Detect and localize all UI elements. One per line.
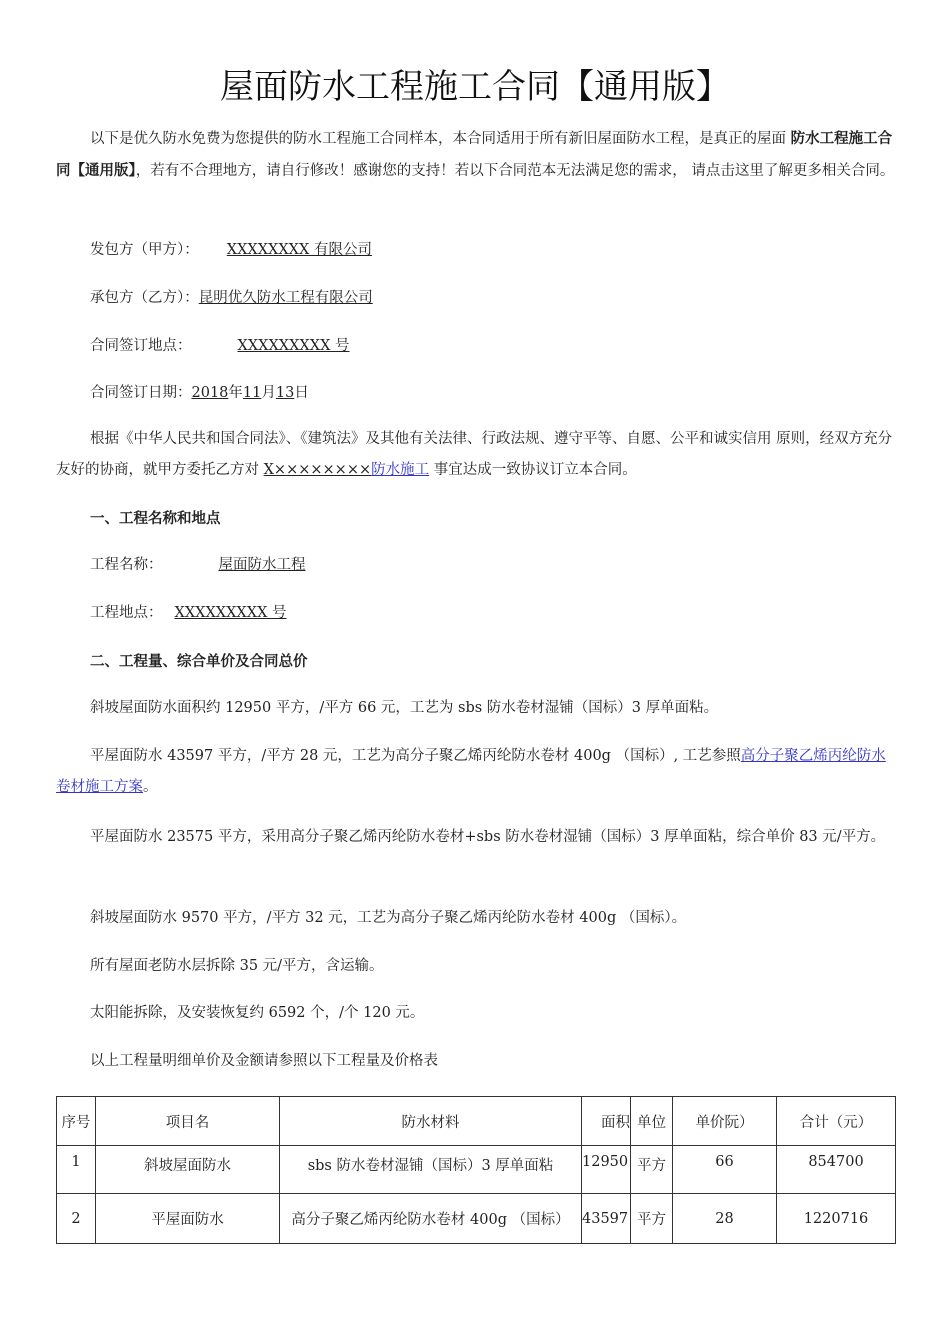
header-cell: 项目名 [96, 1097, 280, 1146]
project-site-label: 工程地点： [90, 605, 163, 621]
sign-place [56, 331, 896, 362]
basis-underlined: X×××××××× [263, 462, 372, 478]
party-b-label: 承包方（乙方）： [90, 290, 199, 306]
cell: 高分子聚乙烯丙纶防水卷材 400g （国标） [280, 1194, 582, 1244]
party-a-value: XXXXXXXX 有限公司 [226, 242, 372, 258]
place-label: 合同签订地点： [90, 338, 192, 354]
table-row [57, 1194, 896, 1244]
header-cell: 单价阮） [673, 1097, 777, 1146]
section1-heading: 一、工程名称和地点 [90, 510, 221, 527]
basis-text-2: 事宜达成一致协议订立本合同。 [429, 462, 637, 478]
quantity-price-table [56, 1096, 896, 1244]
item-paragraph: 太阳能拆除，及安装恢复约 6592 个，/个 120 元。 [90, 1005, 425, 1021]
header-cell: 合计（元） [777, 1097, 896, 1146]
cell: 2 [57, 1194, 96, 1244]
cell: 66 [673, 1146, 777, 1194]
date-label: 合同签订日期： [90, 385, 192, 401]
intro-paragraph [56, 123, 896, 187]
cell: 斜坡屋面防水 [96, 1146, 280, 1194]
project-name [56, 550, 896, 581]
project-name-label: 工程名称： [90, 557, 163, 573]
cell: 平方 [631, 1194, 673, 1244]
date-m: 月 [261, 385, 276, 401]
construction-plan-link[interactable]: 高分子聚乙烯丙纶防水卷材施工方案 [56, 748, 886, 795]
cell: 平方 [631, 1146, 673, 1194]
table-row [57, 1146, 896, 1194]
cell: 854700 [777, 1146, 896, 1194]
place-value: XXXXXXXXX 号 [237, 338, 350, 354]
header-cell: 单位 [631, 1097, 673, 1146]
intro-bold: 防水工程施工合同【通用版】 [56, 130, 893, 179]
document-title: 屋面防水工程施工合同【通用版】 [220, 67, 730, 107]
cell: 12950 [582, 1146, 631, 1194]
table-header-row [57, 1097, 896, 1146]
intro-text: 以下是优久防水免费为您提供的防水工程施工合同样本，本合同适用于所有新旧屋面防水工程，是真正的屋面 [90, 131, 791, 147]
project-site-value: XXXXXXXXX 号 [174, 605, 287, 621]
header-cell: 防水材料 [280, 1097, 582, 1146]
item-paragraph [56, 741, 896, 803]
item-paragraph: 斜坡屋面防水面积约 12950 平方，/平方 66 元，工艺为 sbs 防水卷材湿铺（国标）3 厚单面粘。 [90, 700, 719, 716]
party-a-label: 发包方（甲方）： [90, 242, 199, 258]
basis-paragraph [56, 424, 896, 486]
cell: 1 [57, 1146, 96, 1194]
cell: 28 [673, 1194, 777, 1244]
date-year: 2018 [191, 385, 229, 401]
cell: 平屋面防水 [96, 1194, 280, 1244]
basis-text: 根据《中华人民共和国合同法》、《建筑法》及其他有关法律、行政法规、遵守平等、自愿、公平和诚实信用 原则，经双方充分友好的协商，就甲方委托乙方对 [56, 431, 893, 478]
date-month: 11 [242, 385, 262, 401]
item-paragraph: 斜坡屋面防水 9570 平方，/平方 32 元，工艺为高分子聚乙烯丙纶防水卷材 400g （国标）。 [90, 910, 687, 926]
item-paragraph: 以上工程量明细单价及金额请参照以下工程量及价格表 [90, 1053, 438, 1069]
project-site [56, 598, 896, 629]
header-cell: 面积 [582, 1097, 631, 1146]
date-y: 年 [228, 385, 243, 401]
header-cell: 序号 [57, 1097, 96, 1146]
cell: 1220716 [777, 1194, 896, 1244]
item-paragraph: 平屋面防水 23575 平方，采用高分子聚乙烯丙纶防水卷材+sbs 防水卷材湿铺（国标）3 厚单面粘，综合单价 83 元/平方。 [90, 829, 886, 845]
party-a [56, 235, 896, 266]
intro-text-2[interactable]: ，若有不合理地方，请自行修改！感谢您的支持！若以下合同范本无法满足您的需求， 请点击这里了解更多相关合同。 [135, 163, 895, 179]
item-paragraph: 所有屋面老防水层拆除 35 元/平方，含运输。 [90, 958, 384, 974]
sign-date [56, 378, 896, 409]
cell: sbs 防水卷材湿铺（国标）3 厚单面粘 [280, 1146, 582, 1194]
party-b [56, 283, 896, 314]
party-b-value: 昆明优久防水工程有限公司 [198, 290, 373, 306]
cell: 43597 [582, 1194, 631, 1244]
section2-heading: 二、工程量、综合单价及合同总价 [90, 653, 308, 670]
p2-text: 平屋面防水 43597 平方，/平方 28 元，工艺为高分子聚乙烯丙纶防水卷材 400g （国标）, 工艺参照 [90, 748, 741, 764]
project-name-value: 屋面防水工程 [218, 557, 306, 573]
waterproof-construction-link[interactable]: 防水施工 [371, 462, 430, 478]
date-d: 日 [294, 385, 309, 401]
date-day: 13 [275, 385, 295, 401]
p2-end: 。 [143, 779, 158, 795]
